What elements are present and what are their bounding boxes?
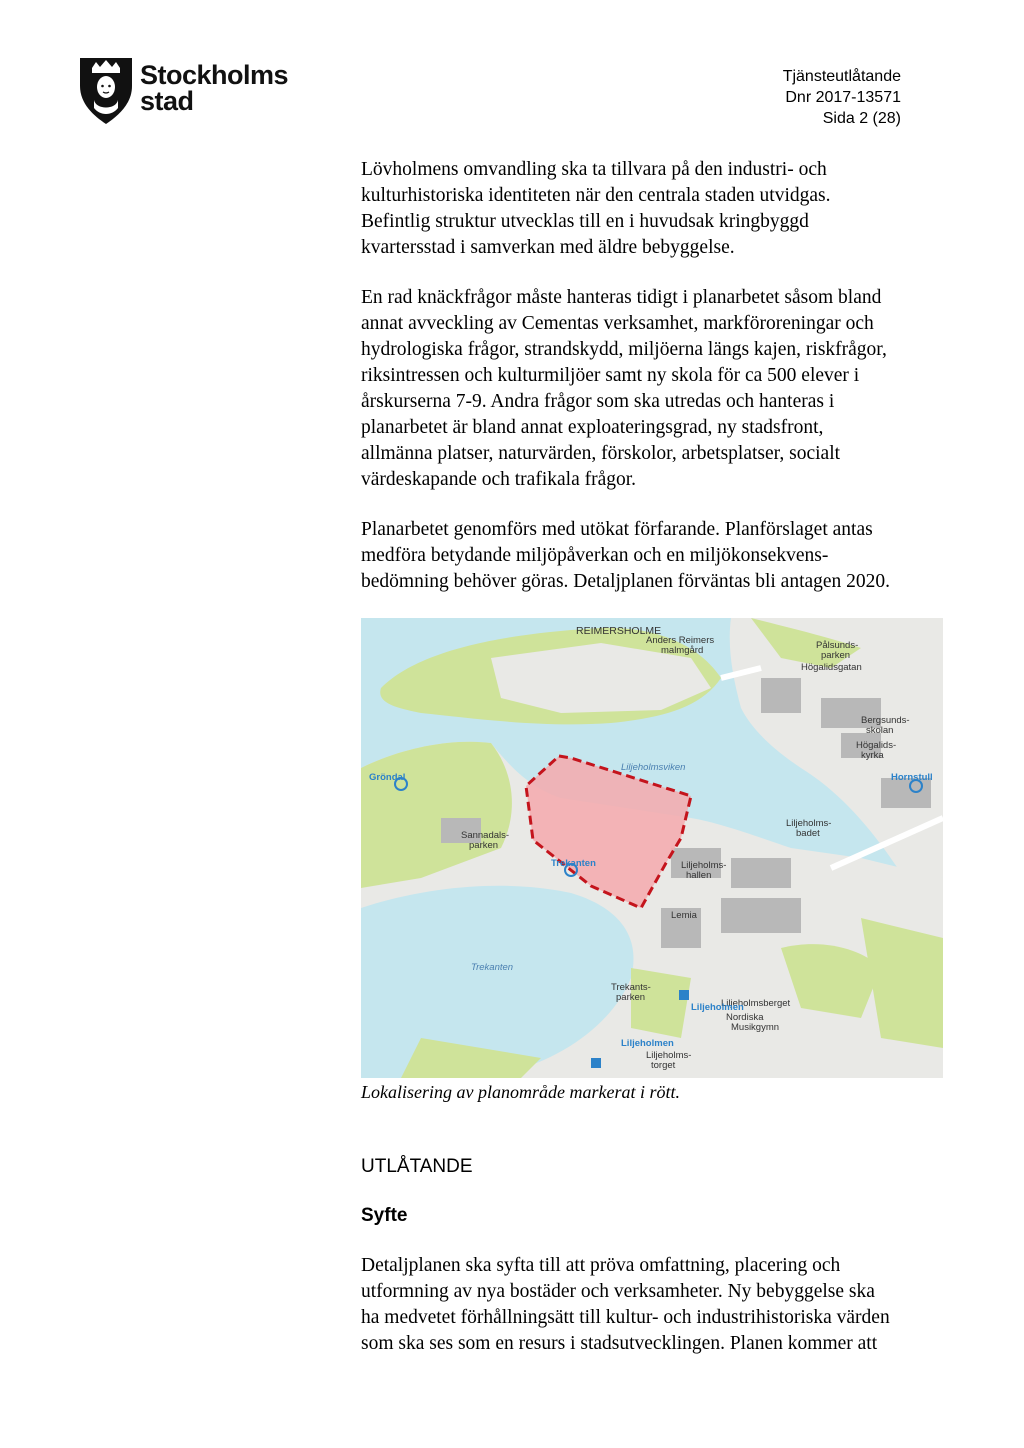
map-label: parken: [821, 650, 851, 661]
paragraph-purpose: [361, 1253, 941, 1357]
text-line: En rad knäckfrågor måste hanteras tidigt i planarbetet såsom bland: [361, 287, 882, 308]
map-label: Högalids-: [856, 740, 897, 751]
text-line: kulturhistoriska identiteten när den centrala staden utvidgas.: [361, 185, 831, 206]
paragraph-procedure: [361, 517, 941, 595]
text-line: kvartersstad i samverkan med äldre bebyggelse.: [361, 237, 735, 258]
logo-text-line2: stad: [140, 86, 194, 116]
text-line: utformning av nya bostäder och verksamheter. Ny bebyggelse ska: [361, 1281, 875, 1302]
map-label: Lemia: [671, 910, 697, 921]
map-label: Anders Reimers: [646, 635, 715, 646]
paragraph-key-issues: [361, 285, 941, 493]
map-label: badet: [796, 828, 820, 839]
document-number: Dnr 2017-13571: [785, 89, 901, 106]
map-label: kyrka: [861, 750, 884, 761]
text-line: ha medvetet förhållningsätt till kultur- och industrihistoriska värden: [361, 1307, 890, 1328]
map-label: Trekanten: [551, 858, 596, 869]
map-label: Liljeholmen: [691, 1002, 744, 1013]
text-line: planarbetet är bland annat exploateringsgrad, ny stadsfront,: [361, 417, 824, 438]
page-number: Sida 2 (28): [822, 110, 901, 127]
text-line: Planarbetet genomförs med utökat förfarande. Planförslaget antas: [361, 519, 873, 540]
map-label: Bergsunds-: [861, 715, 910, 726]
stockholms-stad-logo: [78, 56, 288, 128]
map-label: REIMERSHOLME: [576, 625, 662, 637]
map-label: hallen: [686, 870, 712, 881]
subheading: Syfte: [361, 1205, 408, 1226]
map-label: Trekanten: [471, 962, 514, 973]
map-label: Trekants-: [611, 982, 651, 993]
text-line: Befintlig struktur utvecklas till en i huvudsak kringbyggd: [361, 211, 809, 232]
map-label: torget: [651, 1060, 676, 1071]
map-label: Liljeholms-: [681, 860, 727, 871]
text-line: som ska ses som en resurs i stadsutvecklingen. Planen kommer att: [361, 1333, 878, 1354]
map-label: Gröndal: [369, 772, 406, 783]
section-heading: UTLÅTANDE: [361, 1156, 473, 1177]
map-label: Sannadals-: [461, 830, 510, 841]
text-line: medföra betydande miljöpåverkan och en miljökonsekvens-: [361, 545, 829, 566]
location-map: [361, 618, 943, 1078]
map-label: skolan: [866, 725, 894, 736]
text-line: bedömning behöver göras. Detaljplanen förväntas bli antagen 2020.: [361, 571, 891, 592]
document-type: Tjänsteutlåtande: [782, 68, 901, 85]
map-label: Hornstull: [891, 772, 933, 783]
map-label: Liljeholmsviken: [621, 762, 686, 773]
map-label: parken: [469, 840, 499, 851]
map-label: Musikgymn: [731, 1022, 780, 1033]
document-header: [783, 66, 901, 129]
map-caption: Lokalisering av planområde markerat i rött.: [361, 1082, 680, 1102]
map-label: parken: [616, 992, 646, 1003]
text-line: annat avveckling av Cementas verksamhet, markföroreningar och: [361, 313, 874, 334]
paragraph-intro: [361, 157, 941, 261]
text-line: värdeskapande och trafikala frågor.: [361, 469, 637, 490]
map-label: Nordiska: [726, 1012, 764, 1023]
text-line: Detaljplanen ska syfta till att pröva omfattning, placering och: [361, 1255, 841, 1276]
text-line: allmänna platser, naturvärden, förskolor, arbetsplatser, socialt: [361, 443, 841, 464]
map-label: Högalidsgatan: [801, 662, 862, 673]
map-label: Liljeholms-: [786, 818, 832, 829]
logo-text-line1: Stockholms: [140, 60, 289, 90]
map-label: Pålsunds-: [816, 640, 859, 651]
map-label: Liljeholmen: [621, 1038, 674, 1049]
text-line: riksintressen och kulturmiljöer samt ny skola för ca 500 elever i: [361, 365, 860, 386]
text-line: hydrologiska frågor, strandskydd, miljöerna längs kajen, riskfrågor,: [361, 339, 887, 360]
text-line: årskurserna 7-9. Andra frågor som ska utredas och hanteras i: [361, 391, 835, 412]
map-label: Liljeholms-: [646, 1050, 692, 1061]
map-label: Liljeholmsberget: [721, 998, 791, 1009]
map-label: malmgård: [661, 645, 704, 656]
text-line: Lövholmens omvandling ska ta tillvara på den industri- och: [361, 159, 827, 180]
city-crest-icon: [78, 56, 134, 126]
